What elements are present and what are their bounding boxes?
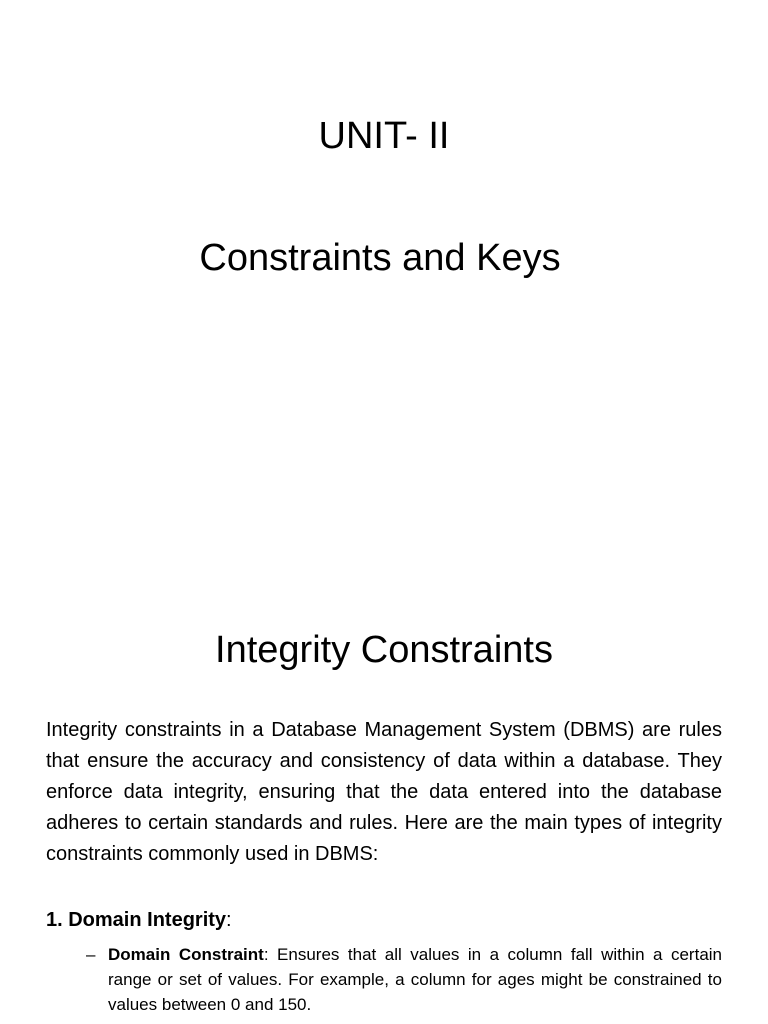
- domain-constraint-description: : Ensures that all values in a column fall within a certain range or set of values. For example, a column for ages might be constrained to values between 0 and 150.: [108, 945, 723, 1014]
- section-heading: Integrity Constraints: [215, 629, 553, 671]
- unit-title: UNIT- II: [318, 115, 450, 157]
- dash-bullet-icon: –: [86, 945, 96, 964]
- domain-constraint-text: [108, 942, 722, 1017]
- domain-integrity-title: 1. Domain Integrity: [46, 909, 227, 931]
- list-item: [86, 942, 722, 1017]
- domain-integrity-colon: :: [226, 909, 232, 931]
- intro-paragraph: Integrity constraints in a Database Management System (DBMS) are rules that ensure the accuracy and consistency of data within a database. They enforce data integrity, ensuring that the data entered into the database adheres to certain standards and rules. Here are the main types of integrity constraints commonly used in DBMS:: [46, 719, 722, 865]
- slide-integrity-constraints: [0, 512, 768, 1024]
- slide-subtitle: Constraints and Keys: [199, 237, 561, 279]
- domain-constraint-term: Domain Constraint: [108, 945, 264, 964]
- domain-integrity-label: [46, 906, 232, 934]
